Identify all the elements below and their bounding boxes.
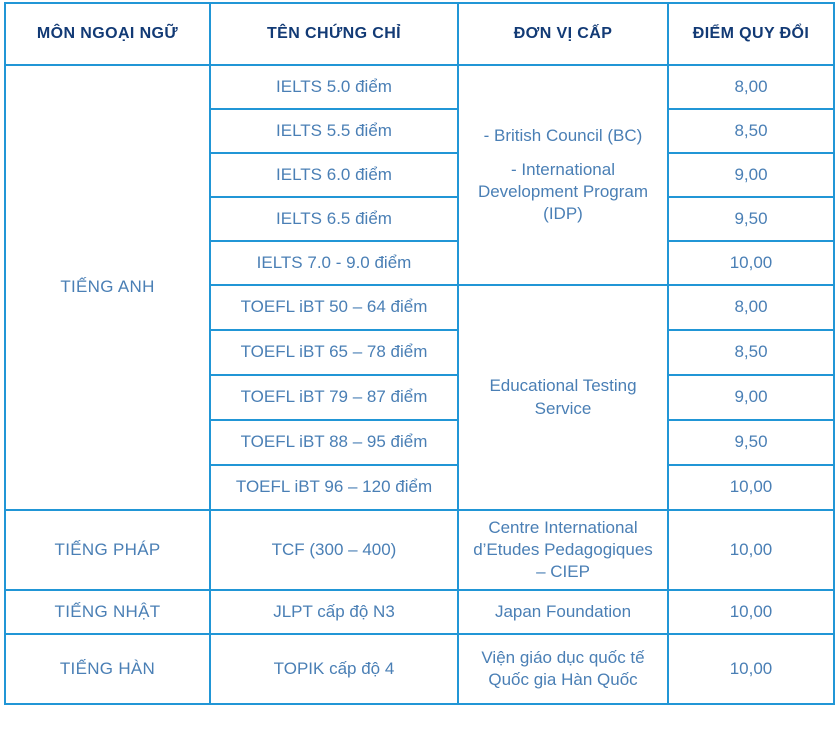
score-cell: 10,00 <box>668 465 834 510</box>
issuer-line-idp: - International Development Program (IDP) <box>477 159 649 224</box>
score-cell: 10,00 <box>668 590 834 634</box>
score-cell: 8,50 <box>668 109 834 153</box>
table-body <box>5 65 834 704</box>
language-cell-japanese: TIẾNG NHẬT <box>5 590 210 634</box>
table-row <box>5 65 834 109</box>
score-cell: 8,00 <box>668 65 834 109</box>
issuer-cell-tcf: Centre International d’Etudes Pedagogiques – CIEP <box>458 510 668 590</box>
table-row <box>5 510 834 590</box>
certificate-cell: TCF (300 – 400) <box>210 510 458 590</box>
language-cell-french: TIẾNG PHÁP <box>5 510 210 590</box>
table-row <box>5 634 834 704</box>
certificate-cell: IELTS 7.0 - 9.0 điểm <box>210 241 458 285</box>
certificate-cell: TOEFL iBT 96 – 120 điểm <box>210 465 458 510</box>
issuer-line-british-council: - British Council (BC) <box>483 125 643 145</box>
table-header-row <box>5 3 834 65</box>
certificate-cell: TOEFL iBT 50 – 64 điểm <box>210 285 458 330</box>
certificate-cell: IELTS 6.5 điểm <box>210 197 458 241</box>
language-cell-english: TIẾNG ANH <box>5 65 210 510</box>
score-cell: 9,50 <box>668 420 834 465</box>
score-cell: 9,00 <box>668 375 834 420</box>
score-cell: 9,50 <box>668 197 834 241</box>
table-row <box>5 590 834 634</box>
issuer-cell-jlpt: Japan Foundation <box>458 590 668 634</box>
score-cell: 8,50 <box>668 330 834 375</box>
column-header-certificate: TÊN CHỨNG CHỈ <box>210 3 458 65</box>
certificate-cell: TOEFL iBT 79 – 87 điểm <box>210 375 458 420</box>
certificate-cell: TOEFL iBT 88 – 95 điểm <box>210 420 458 465</box>
certificate-cell: IELTS 5.5 điểm <box>210 109 458 153</box>
language-cell-korean: TIẾNG HÀN <box>5 634 210 704</box>
score-cell: 8,00 <box>668 285 834 330</box>
certificate-cell: TOPIK cấp độ 4 <box>210 634 458 704</box>
score-cell: 10,00 <box>668 510 834 590</box>
issuer-cell-toefl: Educational Testing Service <box>458 285 668 510</box>
issuer-spacer <box>467 147 659 159</box>
score-cell: 10,00 <box>668 634 834 704</box>
issuer-cell-topik: Viện giáo dục quốc tế Quốc gia Hàn Quốc <box>458 634 668 704</box>
certificate-cell: JLPT cấp độ N3 <box>210 590 458 634</box>
certificate-cell: IELTS 6.0 điểm <box>210 153 458 197</box>
certificate-cell: IELTS 5.0 điểm <box>210 65 458 109</box>
score-cell: 9,00 <box>668 153 834 197</box>
column-header-language: MÔN NGOẠI NGỮ <box>5 3 210 65</box>
certificate-cell: TOEFL iBT 65 – 78 điểm <box>210 330 458 375</box>
issuer-cell-ielts <box>458 65 668 285</box>
table-header <box>5 3 834 65</box>
column-header-converted-score: ĐIỂM QUY ĐỔI <box>668 3 834 65</box>
column-header-issuer: ĐƠN VỊ CẤP <box>458 3 668 65</box>
score-conversion-table <box>4 2 835 705</box>
score-cell: 10,00 <box>668 241 834 285</box>
